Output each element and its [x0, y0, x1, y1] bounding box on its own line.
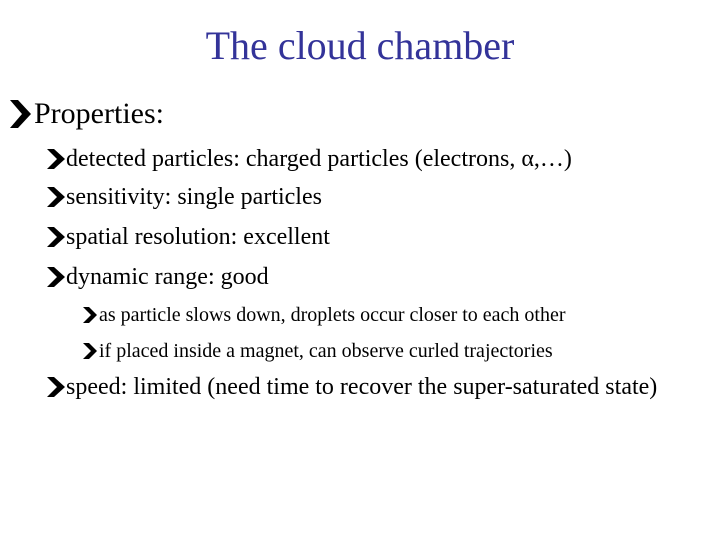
- arrow-bullet-icon: [46, 266, 66, 288]
- arrow-bullet-icon: [8, 99, 32, 129]
- bullet-text: sensitivity: single particles: [66, 184, 322, 210]
- arrow-bullet-icon: [46, 226, 66, 248]
- bullet-properties: [8, 94, 164, 134]
- bullet-text: speed: limited (need time to recover the super-saturated state): [66, 374, 658, 400]
- bullet-text: detected particles: charged particles (electrons, α,…): [66, 146, 572, 172]
- arrow-bullet-icon: [46, 148, 66, 170]
- subbullet-droplets: [82, 302, 566, 328]
- bullet-detected-particles: [46, 144, 572, 174]
- bullet-text: spatial resolution: excellent: [66, 224, 330, 250]
- arrow-bullet-icon: [46, 376, 66, 398]
- arrow-bullet-icon: [82, 342, 98, 360]
- bullet-sensitivity: [46, 182, 322, 212]
- bullet-text: dynamic range: good: [66, 264, 269, 290]
- slide-title: The cloud chamber: [205, 23, 515, 68]
- bullet-spatial-resolution: [46, 222, 330, 252]
- bullet-text: if placed inside a magnet, can observe curled trajectories: [99, 340, 553, 362]
- bullet-text: as particle slows down, droplets occur closer to each other: [99, 304, 566, 326]
- arrow-bullet-icon: [82, 306, 98, 324]
- bullet-text: Properties:: [34, 97, 164, 130]
- subbullet-magnet: [82, 338, 553, 364]
- bullet-dynamic-range: [46, 262, 269, 292]
- bullet-speed: [46, 372, 706, 402]
- arrow-bullet-icon: [46, 186, 66, 208]
